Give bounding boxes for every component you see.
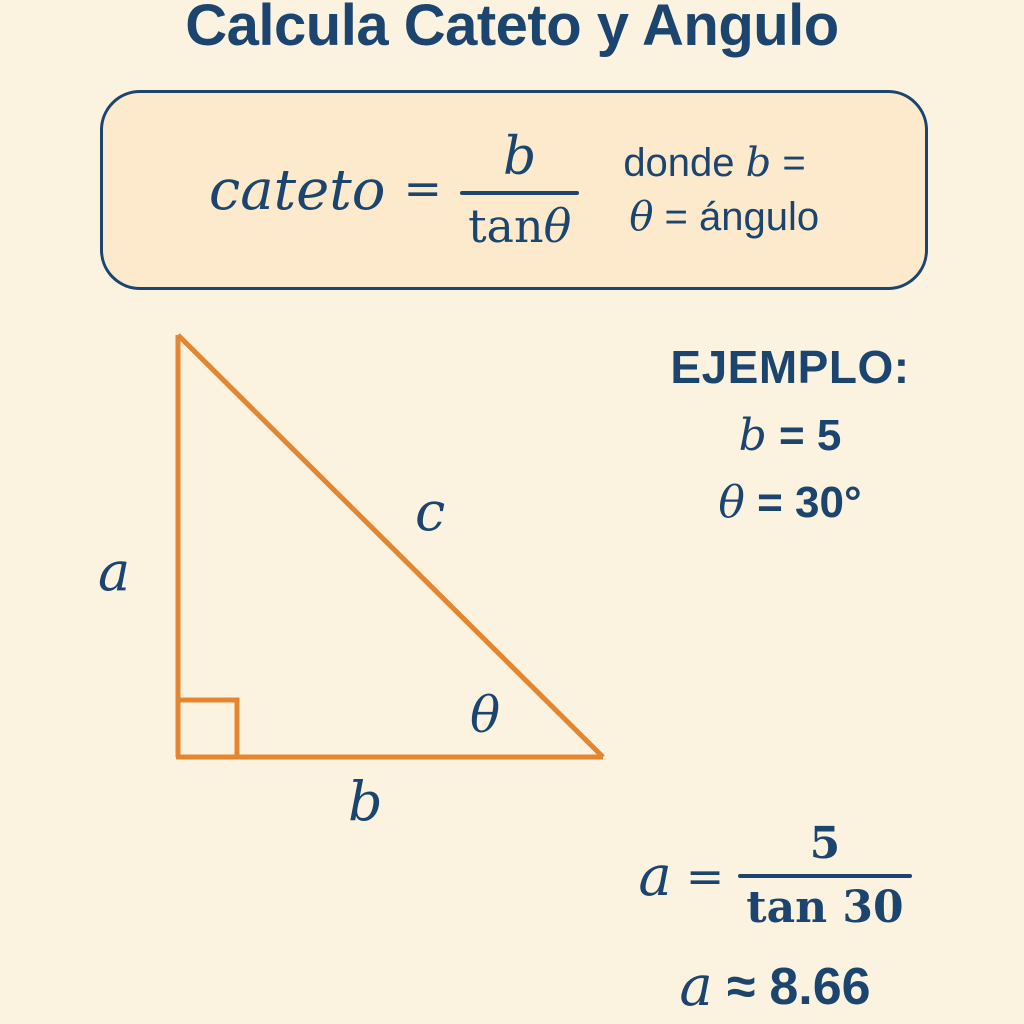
triangle-label-b: b [348,770,383,833]
example-block [600,340,980,528]
triangle-hypotenuse-c [178,335,603,757]
formula-denominator-function: tan [468,199,544,253]
fraction-bar [460,191,579,195]
note-variable-theta: θ [629,194,654,240]
formula-denominator [460,201,579,251]
example-theta-label: θ [718,477,745,528]
result-denominator: tan 30 [746,882,904,933]
example-b-value: = 5 [779,411,842,460]
formula-row [103,93,925,287]
triangle-label-a: a [98,540,131,603]
result-fraction-bar [738,874,911,878]
formula-note [623,136,819,244]
formula-denominator-variable: θ [543,199,572,253]
example-theta-value: = 30° [757,478,862,527]
right-angle-marker [178,700,237,757]
result-equals-sign: = [685,849,725,903]
right-triangle-diagram [120,310,660,810]
example-heading: EJEMPLO: [670,341,910,393]
triangle-label-c: c [415,480,446,543]
example-theta-line [600,477,980,528]
triangle-svg [120,310,660,810]
formula-equals-sign: = [403,161,443,215]
result-approx-value: 8.66 [769,957,871,1016]
result-equation-row [560,820,990,932]
note-prefix: donde [623,141,746,185]
triangle-label-theta: θ [470,686,501,744]
formula-card [100,90,928,290]
result-block [560,820,990,1019]
formula-fraction [460,129,579,251]
formula-numerator: b [503,127,537,187]
note-theta-suffix: = ángulo [653,195,820,239]
result-numerator: 5 [809,818,841,869]
example-b-line [600,410,980,461]
result-variable: a [638,843,672,909]
formula-note-line-1 [623,141,805,185]
result-fraction [738,820,911,932]
result-approx-variable: a [679,954,713,1019]
note-variable-b: b [745,140,772,186]
formula-note-line-2 [623,195,819,239]
result-approx-sign: ≈ [726,957,756,1016]
page-title: Calcula Cateto y Angulo [185,0,839,58]
formula-left-side: cateto [208,157,386,223]
result-approximation-row [560,954,990,1019]
example-b-label: b [738,410,767,461]
note-suffix: = [771,141,806,185]
